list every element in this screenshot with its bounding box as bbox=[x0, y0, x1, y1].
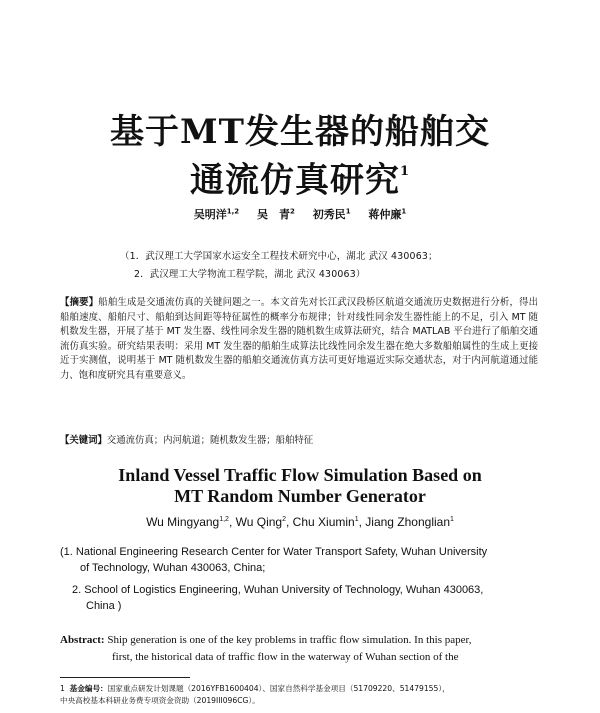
en-aff-number: (1. bbox=[60, 546, 73, 558]
chinese-abstract bbox=[60, 296, 538, 384]
en-abstract-line: first, the historical data of traffic flow in the waterway of Wuhan section of the bbox=[112, 651, 459, 663]
keywords-label: 【关键词】 bbox=[60, 435, 107, 446]
en-aff-text: National Engineering Research Center for Water Transport Safety, Wuhan University bbox=[75, 546, 488, 558]
english-abstract bbox=[60, 632, 540, 666]
cn-author-sup: 2 bbox=[289, 207, 295, 216]
en-author bbox=[293, 515, 359, 529]
en-affiliation-2 bbox=[72, 583, 562, 614]
en-author bbox=[365, 515, 454, 529]
cn-affiliation-1: （1．武汉理工大学国家水运安全工程技术研究中心，湖北 武汉 430063； bbox=[120, 251, 438, 262]
abstract-label: 【摘要】 bbox=[60, 297, 99, 308]
footnote-label: 基金编号： bbox=[69, 684, 108, 693]
chinese-keywords bbox=[60, 432, 538, 446]
cn-author-sup: 1 bbox=[345, 207, 351, 216]
cn-author-name: 初秀民 bbox=[312, 208, 346, 221]
cn-author bbox=[257, 208, 295, 221]
footnote bbox=[60, 683, 550, 707]
cn-author-name: 吴明洋 bbox=[193, 208, 227, 221]
title-footnote-marker: 1 bbox=[399, 164, 411, 179]
en-aff-text: of Technology, Wuhan 430063, China; bbox=[80, 561, 266, 574]
cn-author bbox=[368, 208, 406, 221]
en-author bbox=[146, 515, 229, 529]
cn-author bbox=[313, 208, 351, 221]
abstract-body: 船舶生成是交通流仿真的关键问题之一。本文首先对长江武汉段桥区航道交通流历史数据进行分析，得出船舶速度、船舶尺寸、船舶到达间距等特征属性的概率分布规律；针对线性同余发生器性能上的不足，引入 MT 随机数发生器，开展了基于 MT 发生器、线性同余发生器的随机数生成算法研究，结合 MATLAB 平台进行了船舶交通流仿真实验。研究结果表明：采用 MT 发生器的船舶生成算法比线性同余发生器在绝大多数船舶属性的生成上更接近于实测值，说明基于 MT 随机数发生器的船舶交通流仿真方法可更好地逼近实际交通状态，对于内河航道通过能力、饱和度研究具有重要意义。 bbox=[60, 297, 538, 381]
en-author-sup: 1 bbox=[450, 516, 454, 523]
chinese-authors bbox=[0, 206, 600, 222]
english-authors: Wu Mingyang$^{1,2}$, Wu Qing$^2$, Chu Xiumin$^1$, Jiang Zhonglian$^1$ bbox=[146, 515, 454, 529]
en-author-name: Wu Mingyang bbox=[146, 515, 220, 529]
english-title-line-1: Inland Vessel Traffic Flow Simulation Based on bbox=[118, 465, 482, 485]
en-author-sup: 1,2 bbox=[219, 516, 229, 523]
en-author-name: Jiang Zhonglian bbox=[365, 515, 451, 529]
cn-author-sup: 1,2 bbox=[226, 207, 240, 216]
footnote-text: 国家重点研发计划课题（2016YFB1600404）、国家自然科学基金项目（51709220、51479155）， bbox=[107, 684, 450, 693]
en-aff-text: School of Logistics Engineering, Wuhan University of Technology, Wuhan 430063, bbox=[84, 584, 484, 596]
en-author bbox=[236, 515, 286, 529]
footnote-divider bbox=[60, 677, 190, 678]
english-title-line-2: MT Random Number Generator bbox=[174, 486, 426, 506]
chinese-title-text-1: 基于MT发生器的船舶交 bbox=[110, 112, 490, 152]
cn-author-name: 蒋仲廉 bbox=[368, 208, 402, 221]
footnote-marker: 1 bbox=[60, 684, 65, 693]
en-author-name: Chu Xiumin bbox=[292, 515, 355, 529]
cn-affiliation-2: 2．武汉理工大学物流工程学院，湖北 武汉 430063） bbox=[134, 269, 366, 280]
en-author-name: Wu Qing bbox=[235, 515, 283, 529]
en-author-sup: 1 bbox=[354, 516, 359, 523]
cn-author-name: 吴 青 bbox=[256, 208, 290, 221]
chinese-title-line-1 bbox=[0, 112, 600, 152]
footnote-text: 中央高校基本科研业务费专项资金资助（2019III096CG）。 bbox=[60, 696, 260, 705]
en-abstract-line: Ship generation is one of the key problems in traffic flow simulation. In this paper, bbox=[107, 634, 472, 646]
en-aff-text: China ) bbox=[86, 599, 122, 612]
keywords-body: 交通流仿真；内河航道；随机数发生器；船舶特征 bbox=[106, 435, 314, 446]
chinese-title-text-2: 通流仿真研究 bbox=[189, 160, 400, 201]
en-abstract-label: Abstract: bbox=[60, 634, 105, 646]
en-author-sup: 2 bbox=[282, 516, 286, 523]
cn-author-sup: 1 bbox=[401, 207, 407, 216]
en-aff-number: 2. bbox=[72, 584, 82, 596]
cn-author bbox=[194, 208, 239, 221]
chinese-title-line-2 bbox=[0, 156, 600, 200]
en-affiliation-1 bbox=[60, 545, 550, 576]
